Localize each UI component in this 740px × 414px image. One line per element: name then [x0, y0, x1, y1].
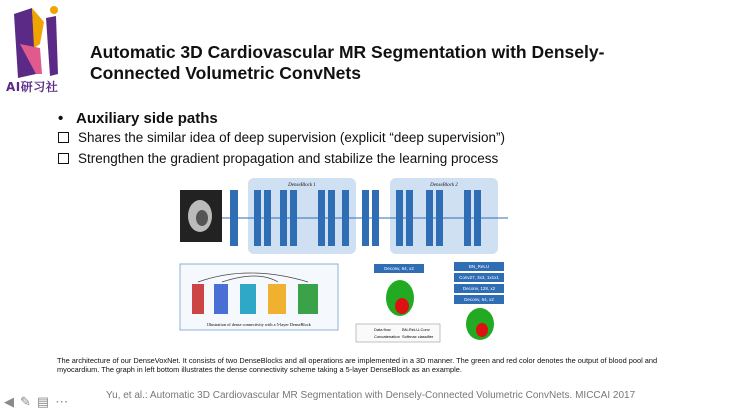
more-icon[interactable]: ⋯	[55, 394, 69, 409]
title-line-2: Connected Volumetric ConvNets	[90, 63, 361, 83]
conv-b-label: Conv27, 3x3, 1x1x1	[459, 275, 499, 280]
architecture-figure	[178, 176, 523, 344]
section-heading	[58, 110, 218, 127]
bullet-dot: •	[58, 110, 64, 127]
slides-icon[interactable]: ▤	[36, 394, 50, 409]
bullet-item	[58, 130, 505, 145]
legend-item: Softmax classifier	[402, 334, 434, 339]
inset-caption: Illustration of dense connectivity with a 5-layer DenseBlock	[207, 322, 311, 327]
dense-block-2-label: DenseBlock 2	[430, 183, 458, 188]
pen-icon[interactable]: ✎	[20, 394, 31, 409]
deconv-b-label: Deconv, 128, x2	[462, 286, 496, 291]
segmentation-output-1	[386, 280, 414, 316]
segmentation-output-2	[466, 308, 494, 340]
slide-title	[90, 42, 710, 84]
deconv-c-label: Deconv, 64, x2	[464, 297, 494, 302]
citation: Yu, et al.: Automatic 3D Cardiovascular MR Segmentation with Densely-Connected Volumetric ConvNets. MICCAI 2017	[106, 390, 636, 401]
bn-relu-label: BN_ReLU	[468, 264, 490, 269]
figure-caption: The architecture of our DenseVoxNet. It consists of two DenseBlocks and all operations are implemented in a 3D manner. The green and red color denotes the output of blood pool and myocardium. The graph in left bottom illustrates the dense connectivity scheme taking a 5-layer DenseBlock as an example.	[57, 356, 658, 375]
bullet-text: Strengthen the gradient propagation and stabilize the learning process	[78, 151, 499, 166]
deconv-a-label: Deconv, 64, x2	[384, 266, 414, 271]
legend-item: Concatenation	[374, 334, 400, 339]
logo-text: AI研习社	[6, 80, 59, 94]
legend-item: Data flow	[374, 327, 391, 332]
checkbox-bullet-icon	[58, 132, 69, 143]
section-label: Auxiliary side paths	[76, 110, 218, 127]
legend-item: BN-ReLU-Conv	[402, 327, 430, 332]
title-line-1: Automatic 3D Cardiovascular MR Segmentation with Densely-	[90, 42, 605, 62]
bullet-item	[58, 151, 498, 166]
checkbox-bullet-icon	[58, 153, 69, 164]
arrow-left-icon[interactable]: ◀	[4, 394, 14, 409]
dense-block-1-label: DenseBlock 1	[288, 183, 316, 188]
presentation-toolbar	[4, 394, 68, 410]
bullet-text: Shares the similar idea of deep supervision (explicit “deep supervision”)	[78, 130, 505, 145]
